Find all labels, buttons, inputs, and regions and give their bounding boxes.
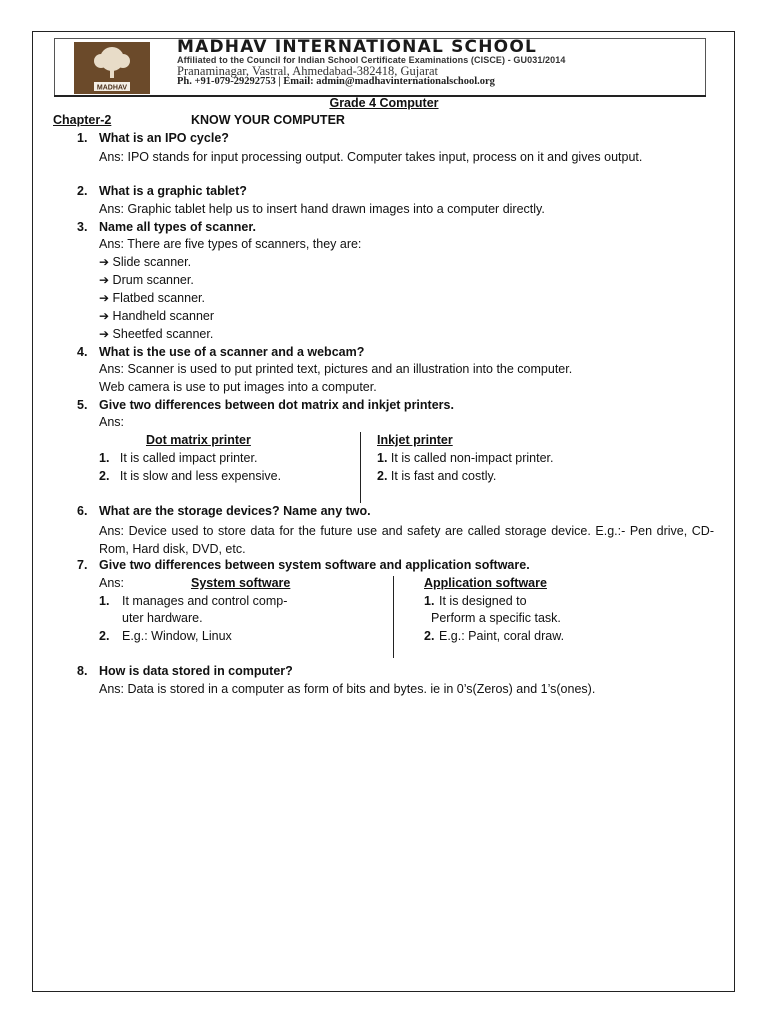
arrow-right-icon: ➔ (99, 273, 110, 287)
column-divider (360, 432, 361, 503)
scanner-list-item: ➔ Handheld scanner (99, 309, 215, 323)
scanner-list-item: ➔ Flatbed scanner. (99, 291, 205, 305)
q4-answer-scanner: Ans: Scanner is used to put printed text, pictures and an illustration into the computer. (99, 362, 573, 376)
scanner-list-item: ➔ Drum scanner. (99, 273, 194, 287)
system-point-number: 1. (99, 594, 110, 608)
q6-question: What are the storage devices? Name any two. (99, 504, 371, 518)
q8-question: How is data stored in computer? (99, 664, 293, 678)
system-point: E.g.: Window, Linux (122, 629, 232, 643)
dot-matrix-point: 1. It is called impact printer. (99, 451, 258, 465)
q1-number: 1. (77, 131, 88, 145)
q3-question: Name all types of scanner. (99, 220, 257, 234)
q8-number: 8. (77, 664, 88, 678)
affiliation-line: Affiliated to the Council for Indian School Certificate Examinations (CISCE) - GU031/2014 (177, 55, 566, 65)
q4-number: 4. (77, 345, 88, 359)
grade-title: Grade 4 Computer (329, 96, 439, 110)
contact-line: Ph. +91-079-29292753 | Email: admin@madhavinternationalschool.org (177, 76, 495, 87)
dot-matrix-heading: Dot matrix printer (146, 433, 251, 447)
system-software-heading: System software (191, 576, 291, 590)
address-line: Pranaminagar, Vastral, Ahmedabad-382418, Gujarat (177, 64, 438, 78)
q5-number: 5. (77, 398, 88, 412)
arrow-right-icon: ➔ (99, 291, 110, 305)
column-divider (393, 576, 394, 658)
school-logo (74, 42, 150, 94)
q7-question: Give two differences between system software and application software. (99, 558, 530, 572)
application-point-number: 1. (424, 594, 435, 608)
application-point: E.g.: Paint, coral draw. (439, 629, 565, 643)
q8-answer: Ans: Data is stored in a computer as form of bits and bytes. ie in 0’s(Zeros) and 1’s(ones). (99, 682, 596, 696)
q6-number: 6. (77, 504, 88, 518)
logo-text: MADHAV (96, 84, 128, 92)
application-point-cont: Perform a specific task. (431, 611, 561, 625)
inkjet-heading: Inkjet printer (377, 433, 453, 447)
q4-question: What is the use of a scanner and a webcam? (99, 345, 365, 359)
dot-matrix-point: 2. It is slow and less expensive. (99, 469, 282, 483)
q7-number: 7. (77, 558, 88, 572)
school-name: MADHAV INTERNATIONAL SCHOOL (177, 37, 537, 57)
system-point-number: 2. (99, 629, 110, 643)
arrow-right-icon: ➔ (99, 255, 110, 269)
q4-answer-webcam: Web camera is use to put images into a computer. (99, 380, 377, 394)
q6-answer: Ans: Device used to store data for the future use and safety are called storage device. E.g.:- Pen drive, CD-Rom, Hard disk, DVD, etc. (99, 524, 714, 556)
q2-question: What is a graphic tablet? (99, 184, 247, 198)
arrow-right-icon: ➔ (99, 327, 110, 341)
inkjet-point: 1. It is called non-impact printer. (377, 451, 554, 465)
application-point-number: 2. (424, 629, 435, 643)
q2-number: 2. (77, 184, 88, 198)
chapter-title: KNOW YOUR COMPUTER (191, 113, 345, 127)
inkjet-point: 2. It is fast and costly. (377, 469, 497, 483)
q5-question: Give two differences between dot matrix and inkjet printers. (99, 398, 454, 412)
chapter-label: Chapter-2 (53, 113, 112, 127)
scanner-list-item: ➔ Sheetfed scanner. (99, 327, 214, 341)
q7-ans-label: Ans: (99, 576, 125, 590)
application-point: It is designed to (439, 594, 527, 608)
q1-answer: Ans: IPO stands for input processing output. Computer takes input, process on it and gives output. (99, 150, 643, 164)
q2-answer: Ans: Graphic tablet help us to insert hand drawn images into a computer directly. (99, 202, 545, 216)
arrow-right-icon: ➔ (99, 309, 110, 323)
scanner-list-item: ➔ Slide scanner. (99, 255, 192, 269)
application-software-heading: Application software (424, 576, 547, 590)
q3-answer: Ans: There are five types of scanners, they are: (99, 237, 362, 251)
system-point-cont: uter hardware. (122, 611, 203, 625)
q3-number: 3. (77, 220, 88, 234)
system-point: It manages and control comp- (122, 594, 288, 608)
q1-question: What is an IPO cycle? (99, 131, 229, 145)
q5-ans-label: Ans: (99, 415, 125, 429)
